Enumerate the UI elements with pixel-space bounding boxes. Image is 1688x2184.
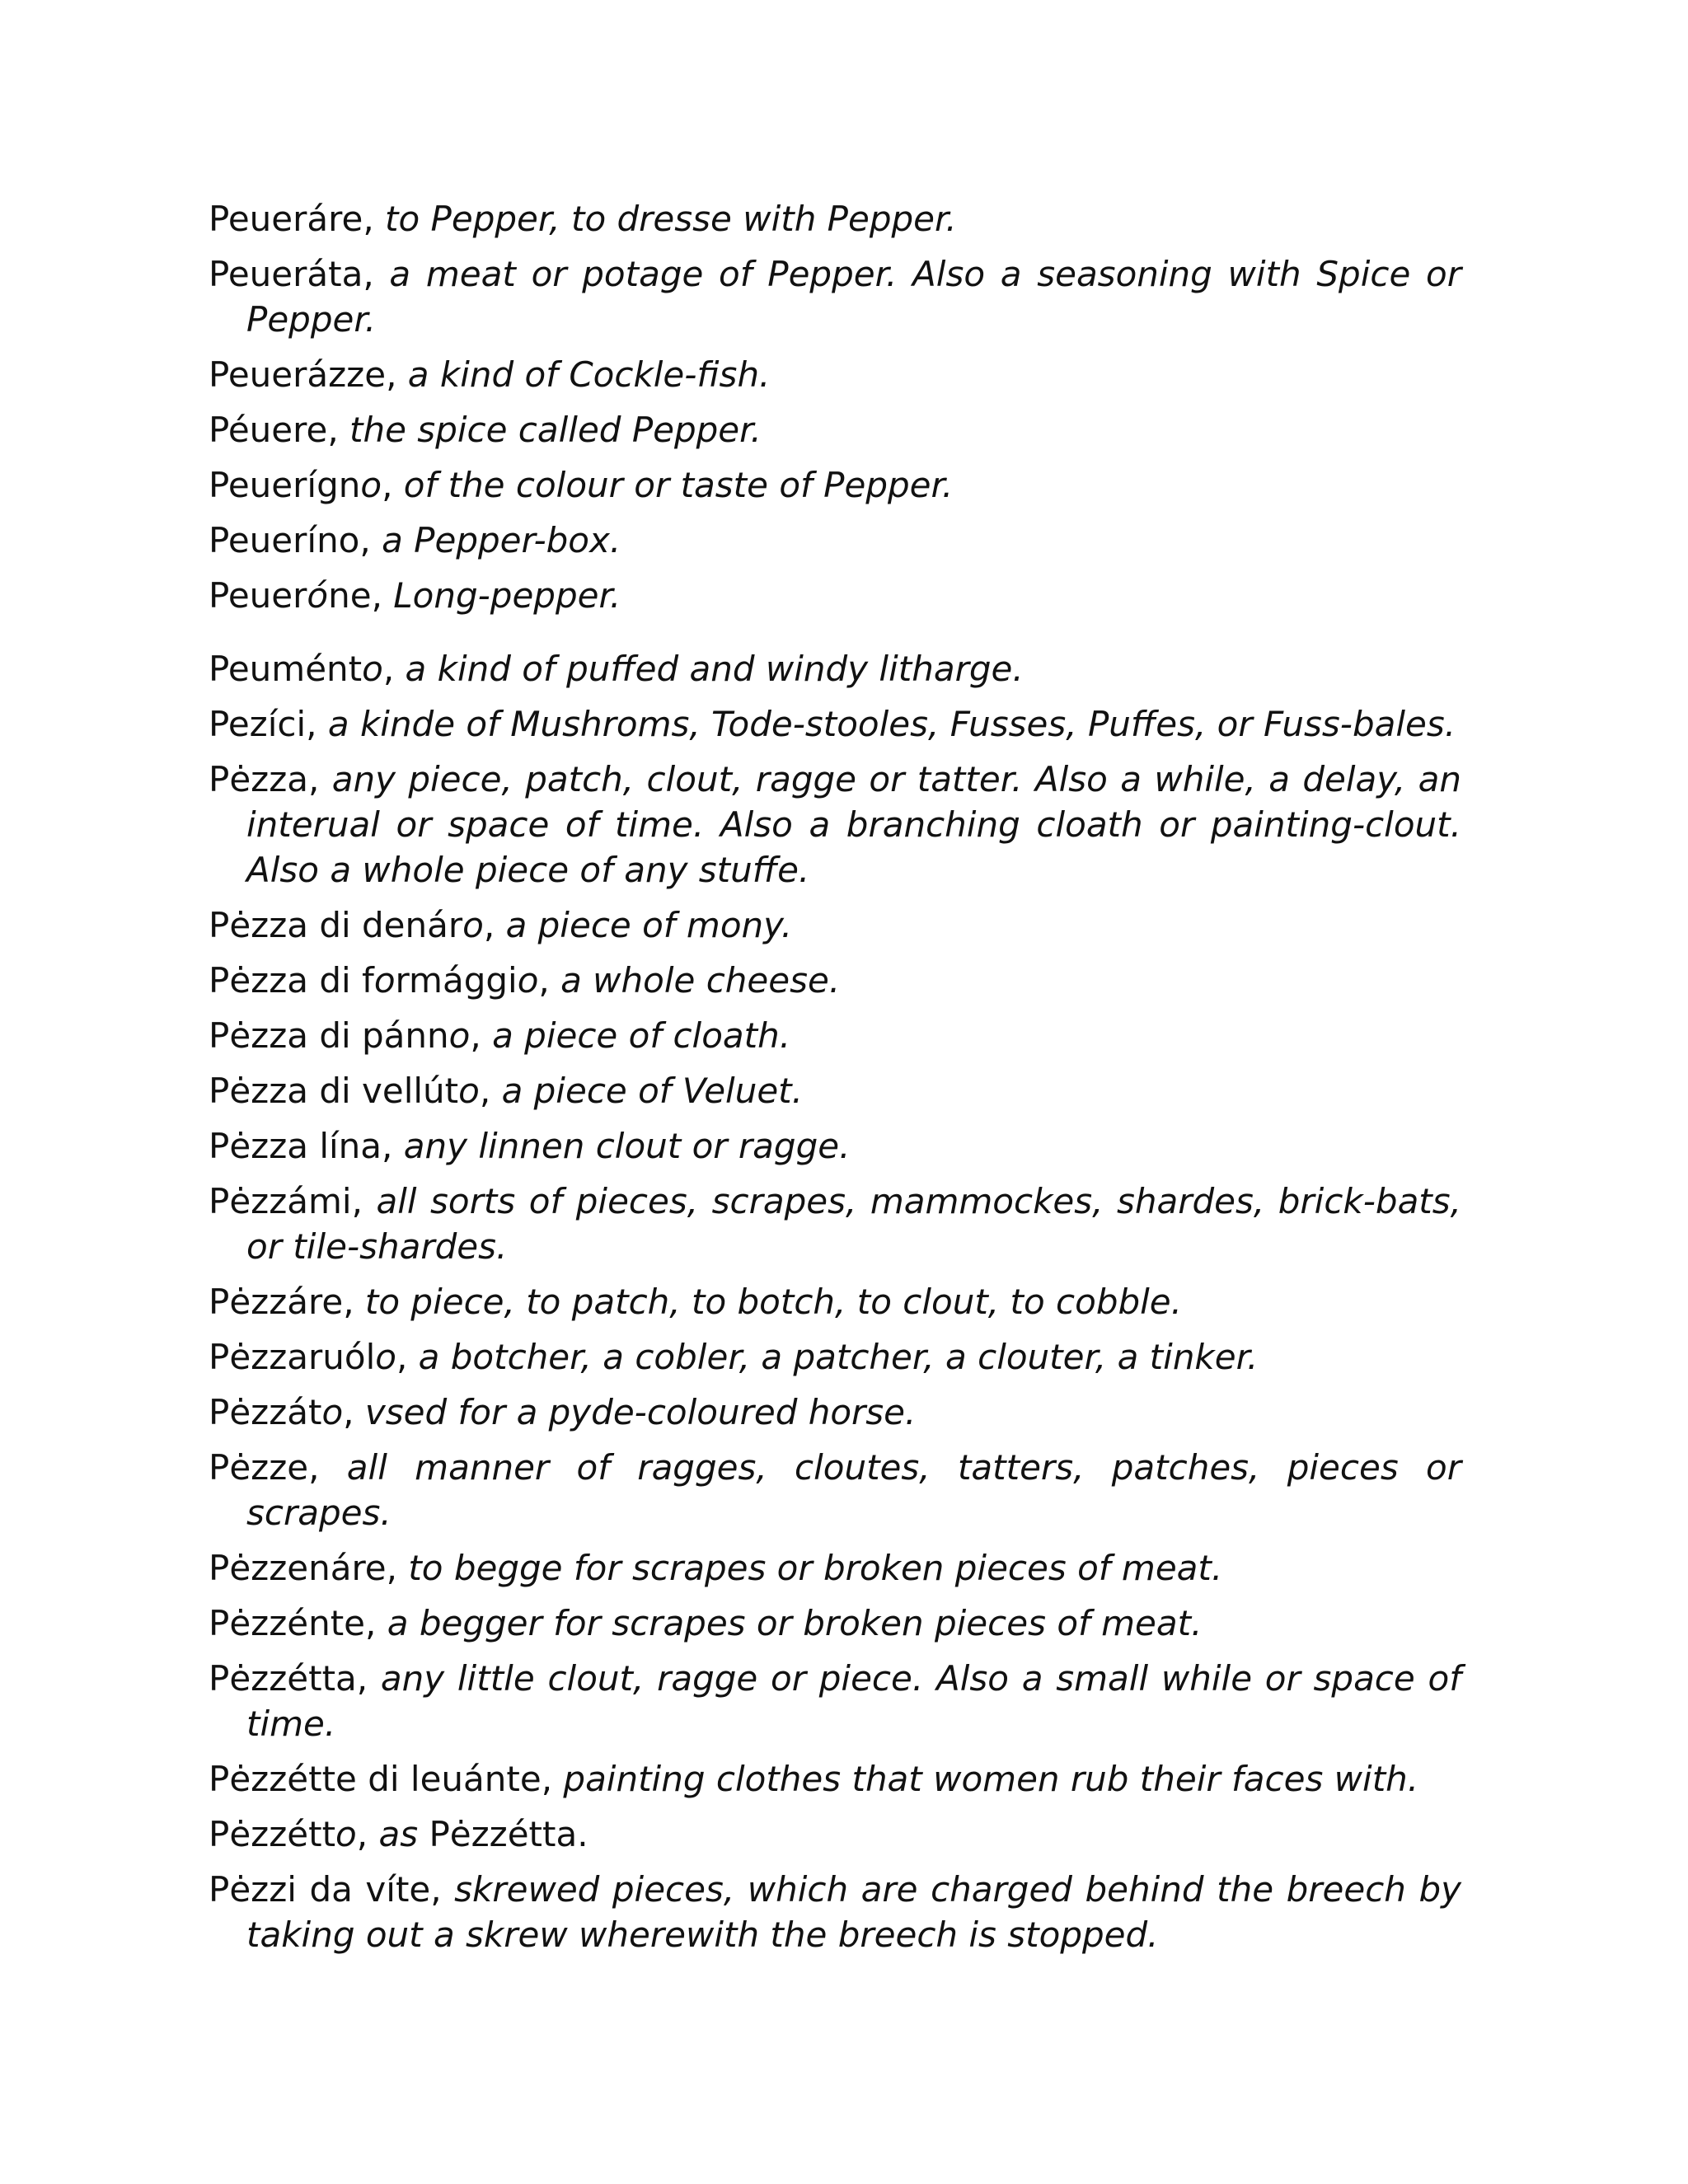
cross-reference: . (577, 1814, 588, 1854)
headword-segment: o (335, 1814, 357, 1854)
definition (404, 465, 953, 505)
headword (209, 354, 386, 395)
headword-segment: ne (328, 575, 372, 616)
headword-segment: o (462, 905, 484, 945)
headword (209, 1392, 343, 1432)
headword-segment: Pėzzenáre (209, 1548, 387, 1588)
headword-segment: Pėzza (209, 759, 308, 799)
headword (209, 1603, 365, 1643)
headword-segment: Pėzzámi (209, 1181, 352, 1221)
headword (209, 410, 327, 450)
headword (209, 199, 363, 239)
dictionary-entry: Pėzza, any piece, patch, clout, ragge or tatter. Also a while, a delay, an interual or space of time. Also a branching cloath or painting-clout. Also a whole piece of any stuffe. (209, 759, 1461, 890)
definition-text: a piece of mony. (505, 905, 793, 945)
headword-segment: Pėzzétte di leuánte (209, 1759, 542, 1799)
dictionary-entry: Peuerígno, of the colour or taste of Pepper. (209, 465, 954, 505)
headword-segment: o (360, 465, 382, 505)
headword (209, 1071, 480, 1111)
definition-text: skrewed pieces, which are charged behind the breech by taking out a skrew wherewith the breech is stopped. (246, 1869, 1461, 1955)
entry-list (209, 196, 1461, 1957)
headword-segment: rmággi (395, 960, 518, 1001)
headword (209, 254, 363, 294)
dictionary-entry: Pėzza di denáro, a piece of mony. (209, 905, 793, 945)
definition-text: Long-pepper. (393, 575, 621, 616)
dictionary-entry: Peueráta, a meat or potage of Pepper. Also a seasoning with Spice or Pepper. (209, 254, 1461, 340)
definition-text: any linnen clout or ragge. (403, 1126, 851, 1166)
headword-segment: Peueráre (209, 199, 363, 239)
headword (209, 465, 382, 505)
headword-segment: Pėzza di pánn (209, 1015, 449, 1056)
headword (209, 759, 308, 799)
definition-text: to begge for scrapes or broken pieces of meat. (408, 1548, 1223, 1588)
headword-segment: Pėzzáre (209, 1282, 344, 1322)
headword-segment: o (517, 960, 539, 1001)
definition-text: a botcher, a cobler, a patcher, a clouter, a tinker. (418, 1337, 1259, 1377)
headword (209, 1015, 470, 1056)
dictionary-entry: Pėzzenáre, to begge for scrapes or broken pieces of meat. (209, 1548, 1223, 1588)
headword-segment: o (362, 649, 383, 689)
headword (209, 960, 538, 1001)
headword-segment: Pėzzát (209, 1392, 322, 1432)
headword-segment: Peuer (209, 575, 307, 616)
definition (349, 410, 762, 450)
dictionary-entry: Pėzzétta, any little clout, ragge or piece. Also a small while or space of time. (209, 1658, 1461, 1744)
definition-text: to Pepper, to dresse with Pepper. (385, 199, 957, 239)
headword-segment: Pėzza di denár (209, 905, 463, 945)
headword-segment: Peueríg (209, 465, 339, 505)
dictionary-entry: Peueráre, to Pepper, to dresse with Pepper. (209, 199, 957, 239)
dictionary-entry: Pezíci, a kinde of Mushroms, Tode-stooles, Fusses, Puffes, or Fuss-bales. (209, 704, 1456, 744)
dictionary-entry: Pėzza di vellúto, a piece of Veluet. (209, 1071, 803, 1111)
headword-segment: Pezíci (209, 704, 307, 744)
definition-text: to piece, to patch, to botch, to clout, to cobble. (364, 1282, 1182, 1322)
headword-segment: Pėzzi da víte (209, 1869, 431, 1910)
definition (365, 1392, 917, 1432)
headword-segment: o (321, 1392, 344, 1432)
headword-segment: o (448, 1015, 471, 1056)
dictionary-entry: Pėzzáre, to piece, to patch, to botch, to clout, to cobble. (209, 1282, 1182, 1322)
definition-text: all manner of ragges, cloutes, tatters, patches, pieces or scrapes. (246, 1447, 1461, 1533)
headword (209, 1759, 542, 1799)
headword-segment: Peueríno (209, 520, 360, 560)
definition-text: as (378, 1814, 429, 1854)
definition (246, 1447, 1461, 1533)
headword-segment: Pėzza di f (209, 960, 374, 1001)
definition (404, 1126, 851, 1166)
definition (246, 1658, 1461, 1744)
headword (209, 1658, 357, 1699)
definition-text: of the colour or taste of Pepper. (403, 465, 954, 505)
dictionary-entry: Pėzzi da víte, skrewed pieces, which are charged behind the breech by taking out a skrew wherewith the breech is stopped. (209, 1869, 1461, 1955)
dictionary-entry: Peueróne, Long-pepper. (209, 575, 621, 616)
definition (246, 759, 1461, 890)
dictionary-entry: Pėzzétto, as Pėzzétta. (209, 1814, 588, 1854)
headword (209, 1447, 308, 1488)
headword (209, 905, 484, 945)
definition-text: the spice called Pepper. (349, 410, 762, 450)
headword-segment: o (373, 960, 396, 1001)
definition (365, 1282, 1182, 1322)
dictionary-entry: Pėzzaruólo, a botcher, a cobler, a patcher, a clouter, a tinker. (209, 1337, 1259, 1377)
dictionary-entry: Peueríno, a Pepper-box. (209, 520, 621, 560)
headword-segment: Pėzzétta (209, 1658, 357, 1699)
headword-segment: o (458, 1071, 480, 1111)
headword-segment: Pėzze (209, 1447, 309, 1488)
definition-text: all sorts of pieces, scrapes, mammockes, shardes, brick-bats, or tile-shardes. (246, 1181, 1461, 1267)
dictionary-entry: Pėzzáto, vsed for a pyde-coloured horse. (209, 1392, 917, 1432)
headword-segment: n (338, 465, 361, 505)
definition (246, 254, 1461, 340)
dictionary-entry: Pėzzámi, all sorts of pieces, scrapes, mammockes, shardes, brick-bats, or tile-shardes. (209, 1181, 1461, 1267)
dictionary-entry: Pėzzénte, a begger for scrapes or broken pieces of meat. (209, 1603, 1203, 1643)
definition (419, 1337, 1259, 1377)
dictionary-entry: Péuere, the spice called Pepper. (209, 410, 762, 450)
cross-reference: Pėzzétta (429, 1814, 578, 1854)
definition (385, 199, 957, 239)
headword-segment: Peuerázze (209, 354, 387, 395)
definition (393, 575, 621, 616)
headword (209, 1869, 430, 1910)
definition-text: a kind of Cockle-fish. (407, 354, 771, 395)
definition-text: a kind of puffed and windy litharge. (405, 649, 1024, 689)
definition (406, 649, 1024, 689)
definition (387, 1603, 1203, 1643)
headword (209, 1548, 387, 1588)
dictionary-entry: Peuerázze, a kind of Cockle-fish. (209, 354, 771, 395)
headword-segment: Pėzza di vellút (209, 1071, 459, 1111)
headword-segment: Pėzzétt (209, 1814, 336, 1854)
headword (209, 1181, 352, 1221)
headword-segment: ó (307, 575, 329, 616)
definition (408, 1548, 1222, 1588)
headword (209, 649, 383, 689)
definition-text: a kinde of Mushroms, Tode-stooles, Fusses, Puffes, or Fuss-bales. (327, 704, 1456, 744)
definition (378, 1814, 588, 1854)
headword (209, 520, 359, 560)
headword (209, 1337, 396, 1377)
headword-segment: Peueráta (209, 254, 363, 294)
headword-segment: Pėzzaruól (209, 1337, 376, 1377)
headword-segment: Péuere (209, 410, 328, 450)
dictionary-entry: Pėzza lína, any linnen clout or ragge. (209, 1126, 851, 1166)
headword-segment: Pėzza lína (209, 1126, 382, 1166)
headword-segment: Pėzzénte (209, 1603, 366, 1643)
dictionary-entry: Pėzza di pánno, a piece of cloath. (209, 1015, 791, 1056)
headword-segment: o (375, 1337, 396, 1377)
definition-text: a whole cheese. (560, 960, 841, 1001)
definition-text: vsed for a pyde-coloured horse. (364, 1392, 917, 1432)
dictionary-entry: Pėzze, all manner of ragges, cloutes, tatters, patches, pieces or scrapes. (209, 1447, 1461, 1533)
dictionary-entry: Pėzza di formággio, a whole cheese. (209, 960, 841, 1001)
dictionary-entry: Peuménto, a kind of puffed and windy litharge. (209, 649, 1024, 689)
definition (563, 1759, 1418, 1799)
definition-text: any piece, patch, clout, ragge or tatter. Also a while, a delay, an interual or space of time. Also a branching cloath or painting-clout. Also a whole piece of any stuffe. (246, 759, 1461, 890)
definition (408, 354, 771, 395)
headword-segment: Peumént (209, 649, 363, 689)
definition-text: painting clothes that women rub their faces with. (563, 1759, 1419, 1799)
headword (209, 704, 306, 744)
headword (209, 1814, 357, 1854)
definition-text: a begger for scrapes or broken pieces of meat. (387, 1603, 1203, 1643)
dictionary-entry: Pėzzétte di leuánte, painting clothes that women rub their faces with. (209, 1759, 1419, 1799)
definition (502, 1071, 803, 1111)
definition-text: any little clout, ragge or piece. Also a small while or space of time. (246, 1658, 1461, 1744)
definition-text: a piece of cloath. (492, 1015, 791, 1056)
headword (209, 575, 372, 616)
definition (506, 905, 793, 945)
dictionary-page (209, 196, 1461, 1967)
definition (560, 960, 840, 1001)
definition-text: a meat or potage of Pepper. Also a seasoning with Spice or Pepper. (246, 254, 1461, 340)
definition (382, 520, 621, 560)
definition (328, 704, 1456, 744)
headword (209, 1126, 382, 1166)
definition-text: a Pepper-box. (382, 520, 621, 560)
definition (492, 1015, 790, 1056)
definition-text: a piece of Veluet. (501, 1071, 803, 1111)
headword (209, 1282, 343, 1322)
definition (246, 1181, 1461, 1267)
